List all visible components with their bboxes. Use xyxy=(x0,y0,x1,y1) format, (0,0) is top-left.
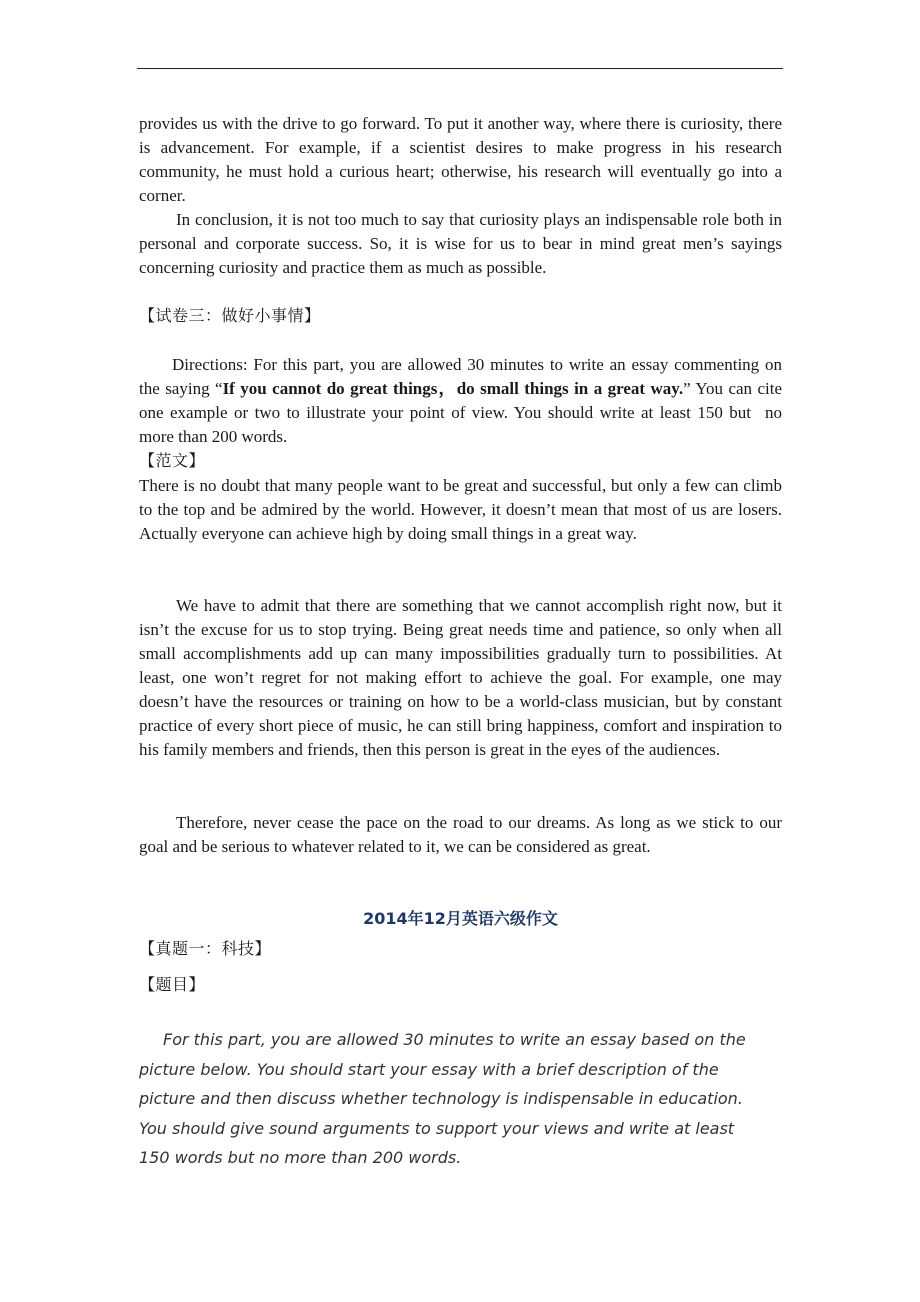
model-essay-paragraph-3: Therefore, never cease the pace on the road to our dreams. As long as we stick to our goal and be serious to whatever related to it, we can be considered as great. xyxy=(139,813,782,856)
paper3-directions xyxy=(139,353,782,449)
prompt-line: 150 words but no more than 200 words. xyxy=(139,1148,462,1167)
header-rule xyxy=(137,68,783,69)
section-title-2014: 2014年12月英语六级作文 xyxy=(363,909,558,928)
prompt-block xyxy=(139,1025,789,1173)
prompt-line: You should give sound arguments to support your views and write at least xyxy=(139,1118,735,1138)
directions-text-pre: Directions: For this part, you are allowed 30 minutes to write an essay commenting on the saying “ xyxy=(139,355,782,398)
directions-text-post: ” You can cite one example or two to illustrate your point of view. You should write at least 150 but xyxy=(139,379,782,422)
topic-label: 【题目】 xyxy=(139,975,206,994)
model-essay-paragraph-2: We have to admit that there are something that we cannot accomplish right now, but it isn’t the excuse for us to stop trying. Being great needs time and patience, so only when all small accomplishments add up can many impossibilities gradually turn to possibilities. At least, one won’t regret for not making effort to achieve the goal. For example, one may doesn’t have the resources or training on how to be a world-class musician, but by constant practice of every short piece of music, he can still bring happiness, comfort and inspiration to his family members and friends, then this person is great in the eyes of the audiences. xyxy=(139,596,782,759)
real-question-label: 【真题一：科技】 xyxy=(139,939,272,958)
previous-essay-paragraph: provides us with the drive to go forward. To put it another way, where there is curiosity, there is advancement. For example, if a scientist desires to make progress in his research community, he must hold a curious heart; otherwise, his research will eventually go into a corner. xyxy=(139,114,782,205)
prompt-line: picture below. You should start your essay with a brief description of the xyxy=(139,1059,719,1079)
prompt-line: For this part, you are allowed 30 minutes to write an essay based on the xyxy=(163,1030,746,1049)
model-essay-label: 【范文】 xyxy=(139,451,206,470)
paper3-heading: 【试卷三：做好小事情】 xyxy=(139,306,321,325)
model-essay-paragraph-1: There is no doubt that many people want to be great and successful, but only a few can climb to the top and be admired by the world. However, it doesn’t mean that most of us are losers. Actually everyone can achieve high by doing small things in a great way. xyxy=(139,476,782,543)
directions-text-tail: no more than 200 words. xyxy=(139,403,782,446)
prompt-line: picture and then discuss whether technology is indispensable in education. xyxy=(139,1089,743,1108)
previous-essay-conclusion: In conclusion, it is not too much to say that curiosity plays an indispensable role both in personal and corporate success. So, it is wise for us to bear in mind great men’s sayings concerning curiosity and practice them as much as possible. xyxy=(139,210,782,277)
directions-quote-bold: If you cannot do great things，do small things in a great way. xyxy=(222,379,684,398)
